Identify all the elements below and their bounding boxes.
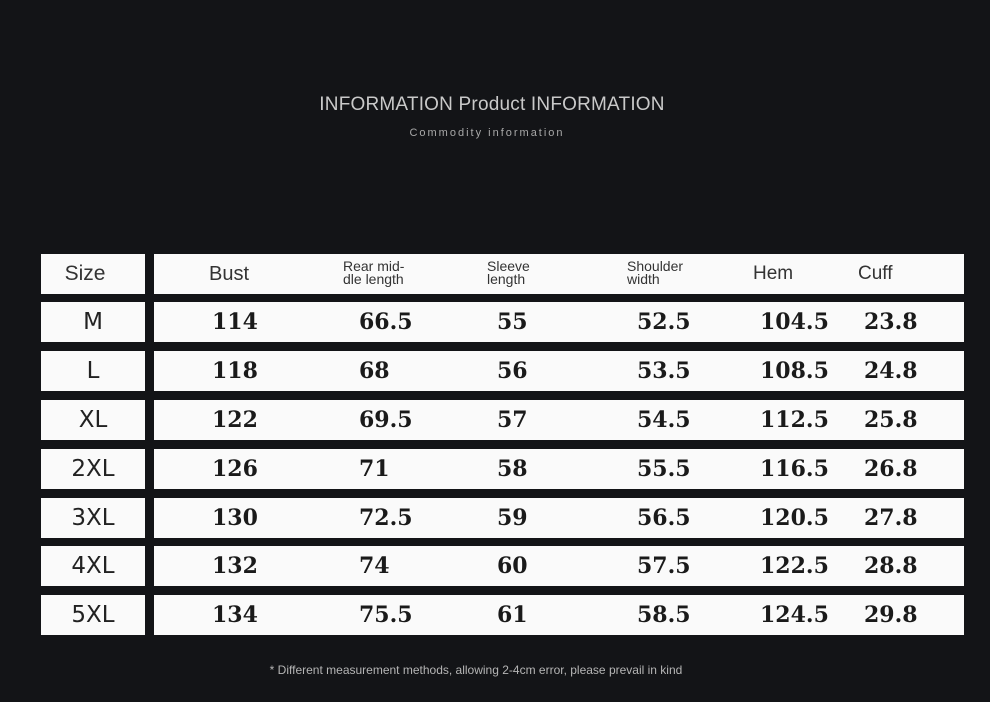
cuff-value: 23.8 — [864, 309, 918, 335]
rear-length-value: 69.5 — [359, 407, 413, 433]
size-cell — [41, 546, 145, 586]
bust-value: 130 — [212, 505, 258, 531]
cuff-value: 29.8 — [864, 602, 918, 628]
header-cuff-label: Cuff — [858, 263, 893, 284]
hem-value: 116.5 — [760, 456, 829, 482]
size-cell — [41, 400, 145, 440]
rear-length-value: 74 — [359, 553, 390, 579]
measurement-cells — [154, 595, 964, 635]
measurement-cells — [154, 400, 964, 440]
size-cell — [41, 449, 145, 489]
hem-value: 124.5 — [760, 602, 829, 628]
page-subtitle: Commodity information — [409, 127, 565, 139]
size-label: XL — [78, 407, 108, 433]
bust-value: 122 — [212, 407, 258, 433]
sleeve-length-value: 56 — [497, 358, 528, 384]
sleeve-length-value: 60 — [497, 553, 528, 579]
cuff-value: 24.8 — [864, 358, 918, 384]
table-row — [41, 400, 964, 440]
measurement-cells — [154, 498, 964, 538]
size-cell — [41, 498, 145, 538]
shoulder-width-value: 55.5 — [637, 456, 691, 482]
sleeve-length-value: 61 — [497, 602, 528, 628]
page-title: INFORMATION Product INFORMATION — [319, 94, 665, 115]
table-row — [41, 595, 964, 635]
size-label: 3XL — [71, 505, 115, 531]
sleeve-length-value: 57 — [497, 407, 528, 433]
bust-value: 114 — [212, 309, 258, 335]
rear-length-value: 66.5 — [359, 309, 413, 335]
cuff-value: 27.8 — [864, 505, 918, 531]
header-bust-label: Bust — [209, 263, 250, 285]
header-size-label: Size — [64, 262, 106, 285]
bust-value: 132 — [212, 553, 258, 579]
measurement-cells — [154, 351, 964, 391]
cuff-value: 28.8 — [864, 553, 918, 579]
hem-value: 108.5 — [760, 358, 829, 384]
table-row — [41, 498, 964, 538]
header-sleeve-length-label: Sleeve length — [487, 258, 530, 287]
shoulder-width-value: 52.5 — [637, 309, 691, 335]
hem-value: 104.5 — [760, 309, 829, 335]
size-cell — [41, 302, 145, 342]
shoulder-width-value: 58.5 — [637, 602, 691, 628]
shoulder-width-value: 56.5 — [637, 505, 691, 531]
rear-length-value: 72.5 — [359, 505, 413, 531]
measurement-cells — [154, 302, 964, 342]
header-hem-label: Hem — [753, 263, 794, 284]
sleeve-length-value: 59 — [497, 505, 528, 531]
shoulder-width-value: 57.5 — [637, 553, 691, 579]
size-label: 4XL — [71, 553, 115, 579]
rear-length-value: 68 — [359, 358, 390, 384]
measurement-cells — [154, 546, 964, 586]
bust-value: 126 — [212, 456, 258, 482]
size-cell — [41, 595, 145, 635]
footnote: * Different measurement methods, allowing 2-4cm error, please prevail in kind — [269, 663, 683, 677]
size-cell — [41, 351, 145, 391]
size-label: L — [86, 358, 100, 384]
header-data-cell — [154, 254, 964, 294]
size-label: 5XL — [71, 602, 115, 628]
table-row — [41, 351, 964, 391]
header-shoulder-width-label: Shoulder width — [627, 258, 684, 287]
size-label: 2XL — [71, 456, 115, 482]
sleeve-length-value: 58 — [497, 456, 528, 482]
header-size-cell — [41, 254, 145, 294]
sleeve-length-value: 55 — [497, 309, 528, 335]
shoulder-width-value: 53.5 — [637, 358, 691, 384]
hem-value: 112.5 — [760, 407, 829, 433]
bust-value: 134 — [212, 602, 258, 628]
table-row — [41, 449, 964, 489]
header-rear-length-label: Rear mid- dle length — [343, 258, 405, 287]
rear-length-value: 71 — [359, 456, 390, 482]
hem-value: 122.5 — [760, 553, 829, 579]
table-row — [41, 302, 964, 342]
size-label: M — [83, 309, 103, 335]
shoulder-width-value: 54.5 — [637, 407, 691, 433]
measurement-cells — [154, 449, 964, 489]
cuff-value: 26.8 — [864, 456, 918, 482]
bust-value: 118 — [212, 358, 258, 384]
table-row — [41, 546, 964, 586]
table-header-row — [41, 254, 964, 294]
cuff-value: 25.8 — [864, 407, 918, 433]
hem-value: 120.5 — [760, 505, 829, 531]
rear-length-value: 75.5 — [359, 602, 413, 628]
